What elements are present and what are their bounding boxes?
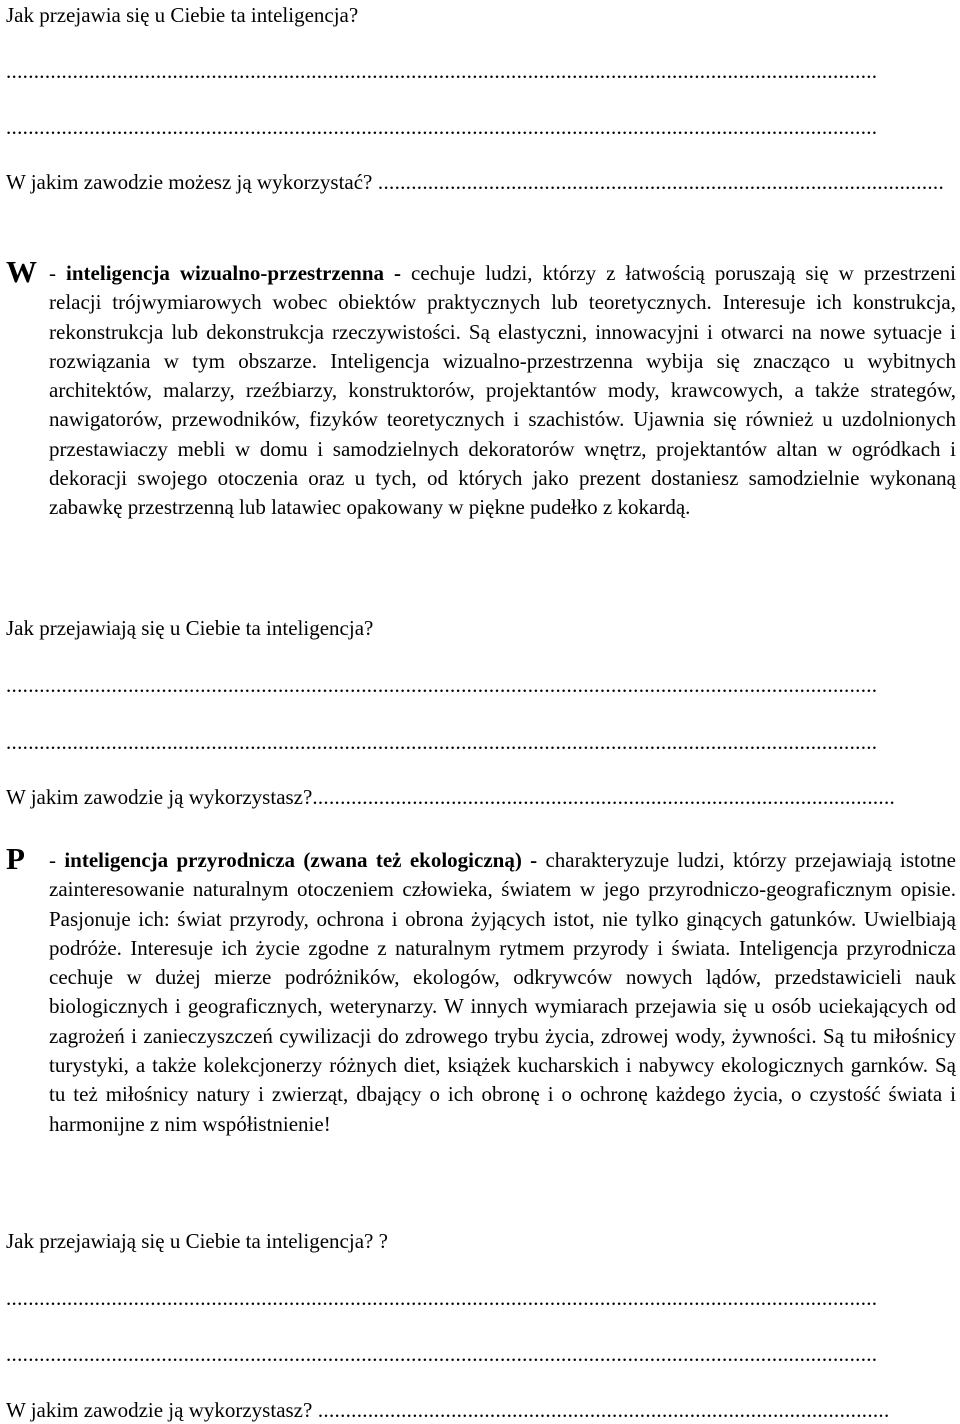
question-manifestation: Jak przejawiają się u Ciebie ta inteligencja? <box>6 616 374 640</box>
section-letter: W <box>6 254 37 289</box>
question-manifestation: Jak przejawia się u Ciebie ta inteligencja? <box>6 3 359 27</box>
question-profession <box>6 1397 954 1423</box>
answer-line[interactable]: ............................................................................................................................................................. <box>6 1286 878 1310</box>
question-profession-text: W jakim zawodzie ją wykorzystasz? <box>6 1398 313 1422</box>
question-manifestation: Jak przejawiają się u Ciebie ta inteligencja? ? <box>6 1229 388 1253</box>
section-term: inteligencja przyrodnicza (zwana też ekologiczną) - <box>64 848 538 872</box>
question-profession-text: W jakim zawodzie ją wykorzystasz? <box>6 785 313 809</box>
answer-line[interactable]: ......................................................................................................... <box>312 785 896 809</box>
answer-line[interactable]: ....................................................................................................... <box>312 1398 890 1422</box>
question-profession-text: W jakim zawodzie możesz ją wykorzystać? <box>6 170 373 194</box>
answer-line[interactable]: ............................................................................................................................................................. <box>6 673 878 697</box>
answer-line[interactable]: ...................................................................................................... <box>372 170 945 194</box>
section-dash: - <box>49 261 67 285</box>
section-paragraph <box>6 841 956 1139</box>
section-letter: P <box>6 841 25 876</box>
section-text: cechuje ludzi, którzy z łatwością poruszają się w przestrzeni relacji trójwymiarowych wobec obiektów praktycznych lub teoretycznych. Interesuje ich konstrukcja, rekonstrukcja lub dekonstrukcja rzeczywistości. Są elastyczni, innowacyjni i otwarci na nowe sytuacje i rozwiązania w tym obszarze. Inteligencja wizualno-przestrzenna wybija się znacząco u wybitnych architektów, malarzy, rzeźbiarzy, konstruktorów, projektantów mody, krawcowych, a także strategów, nawigatorów, przewodników, fizyków teoretycznych i szachistów. Ujawnia się również u uzdolnionych przestawiaczy mebli w domu i samodzielnych dekoratorów wnętrz, projektantów altan w ogródkach i dekoracji swojego otoczenia oraz u tych, od których jako prezent dostaniesz samodzielnie wykonaną zabawkę przestrzenną lub latawiec opakowany w piękne pudełko z kokardą. <box>49 261 956 520</box>
answer-line[interactable]: ............................................................................................................................................................. <box>6 115 878 139</box>
answer-line[interactable]: ............................................................................................................................................................. <box>6 1342 878 1366</box>
section-dash: - <box>49 848 65 872</box>
section-text: charakteryzuje ludzi, którzy przejawiają istotne zainteresowanie naturalnym otoczeniem człowieka, światem w jego przyrodniczo-geograficznym opisie. Pasjonuje ich: świat przyrody, ochrona i obrona żyjących istot, nie tylko ginących gatunków. Uwielbiają podróże. Interesuje ich życie zgodne z naturalnym rytmem przyrody i świata. Inteligencja przyrodnicza cechuje w dużej mierze podróżników, ekologów, odkrywców nowych lądów, przedstawicieli nauk biologicznych i geograficznych, weterynarzy. W innych wymiarach przejawia się u osób uciekających od zagrożeń i zanieczyszczeń cywilizacji do zdrowego trybu życia, zdrowej wody, żywności. Są tu miłośnicy turystyki, a także kolekcjonerzy różnych diet, książek kucharskich i nabywcy ekologicznych garnków. Są tu też miłośnicy natury i zwierząt, dbający o ich obronę i o ochronę każdego życia, o czystość świata i harmonijne z nim współistnienie! <box>49 848 956 1136</box>
question-profession <box>6 784 954 810</box>
answer-line[interactable]: ............................................................................................................................................................. <box>6 730 878 754</box>
answer-line[interactable]: ............................................................................................................................................................. <box>6 59 878 83</box>
section-visual-spatial <box>6 254 956 523</box>
section-term: inteligencja wizualno-przestrzenna - <box>66 261 402 285</box>
section-paragraph <box>6 254 956 523</box>
section-naturalist <box>6 841 956 1139</box>
question-profession <box>6 169 954 195</box>
